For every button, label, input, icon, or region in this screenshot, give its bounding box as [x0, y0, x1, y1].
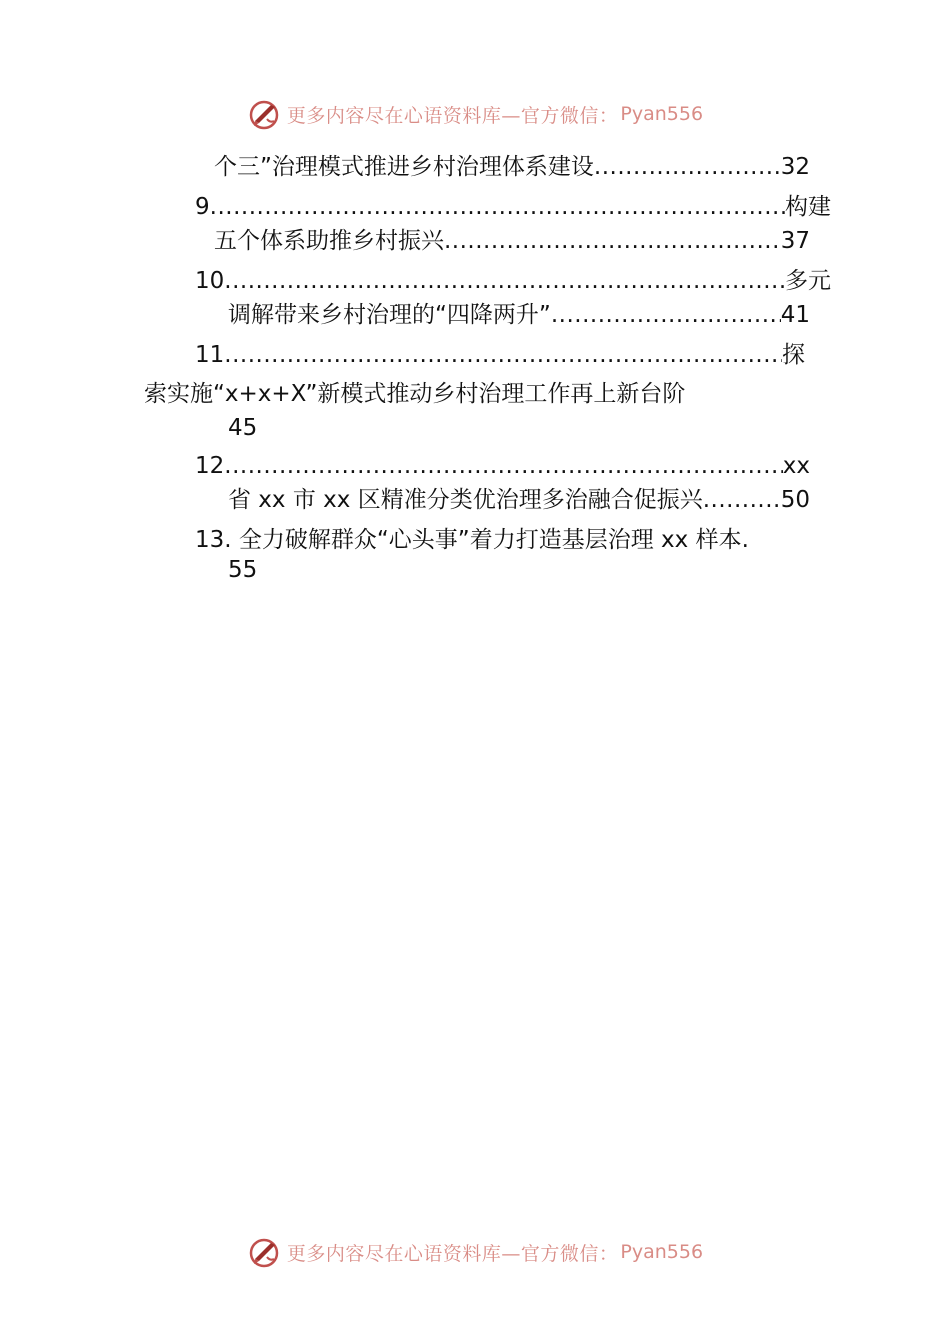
toc-leader-dots	[224, 266, 785, 296]
toc-entry-title-start: 多元	[785, 268, 831, 294]
toc-entry-title-start: 构建	[785, 194, 831, 220]
toc-leader-dots	[224, 451, 782, 481]
toc-entry-9-continued[interactable]	[214, 226, 810, 256]
toc-page-number: 32	[780, 154, 810, 180]
toc-entry-13[interactable]: 13. 全力破解群众“心头事”着力打造基层治理 xx 样本.	[195, 527, 749, 553]
toc-entry-11-title[interactable]: 索实施“x+x+X”新模式推动乡村治理工作再上新台阶	[144, 381, 686, 407]
toc-entry-title-start: xx	[782, 453, 810, 479]
toc-entry-8-continued[interactable]	[214, 152, 810, 182]
toc-entry-title: 个三”治理模式推进乡村治理体系建设	[214, 154, 594, 180]
toc-entry-title-start: 探	[782, 342, 805, 368]
toc-leader-dots	[444, 226, 781, 256]
toc-entry-12[interactable]	[195, 451, 810, 481]
toc-entry-10[interactable]	[195, 266, 831, 296]
toc-leader-dots	[703, 485, 781, 515]
toc-leader-dots	[594, 152, 781, 182]
toc-leader-dots	[224, 340, 782, 370]
footer-watermark	[0, 1232, 950, 1272]
watermark-wechat-id: Pyan556	[620, 103, 704, 125]
toc-entry-11-page: 45	[228, 415, 258, 441]
toc-entry-title: 调解带来乡村治理的“四降两升”	[228, 302, 551, 328]
toc-entry-title: 五个体系助推乡村振兴	[214, 228, 444, 254]
toc-entry-10-continued[interactable]	[228, 300, 810, 330]
pen-logo-icon	[247, 97, 281, 131]
toc-entry-number: 9	[195, 194, 210, 220]
toc-entry-13-page: 55	[228, 557, 258, 583]
watermark-text: 更多内容尽在心语资料库—官方微信：	[286, 1242, 619, 1265]
toc-entry-12-continued[interactable]	[228, 485, 810, 515]
toc-leader-dots	[551, 300, 781, 330]
watermark-text: 更多内容尽在心语资料库—官方微信：	[286, 104, 619, 127]
toc-leader-dots	[210, 192, 785, 222]
toc-entry-number: 11	[195, 342, 225, 368]
toc-entry-number: 12	[195, 453, 225, 479]
toc-entry-11[interactable]	[195, 340, 805, 370]
toc-page-number: 50	[780, 487, 810, 513]
toc-entry-title: 省 xx 市 xx 区精准分类优治理多治融合促振兴	[228, 487, 703, 513]
toc-entry-9[interactable]	[195, 192, 831, 222]
toc-entry-number: 10	[195, 268, 225, 294]
watermark-wechat-id: Pyan556	[620, 1241, 704, 1263]
header-watermark	[0, 94, 950, 134]
pen-logo-icon	[247, 1235, 281, 1269]
toc-page-number: 41	[780, 302, 810, 328]
toc-page-number: 37	[780, 228, 810, 254]
